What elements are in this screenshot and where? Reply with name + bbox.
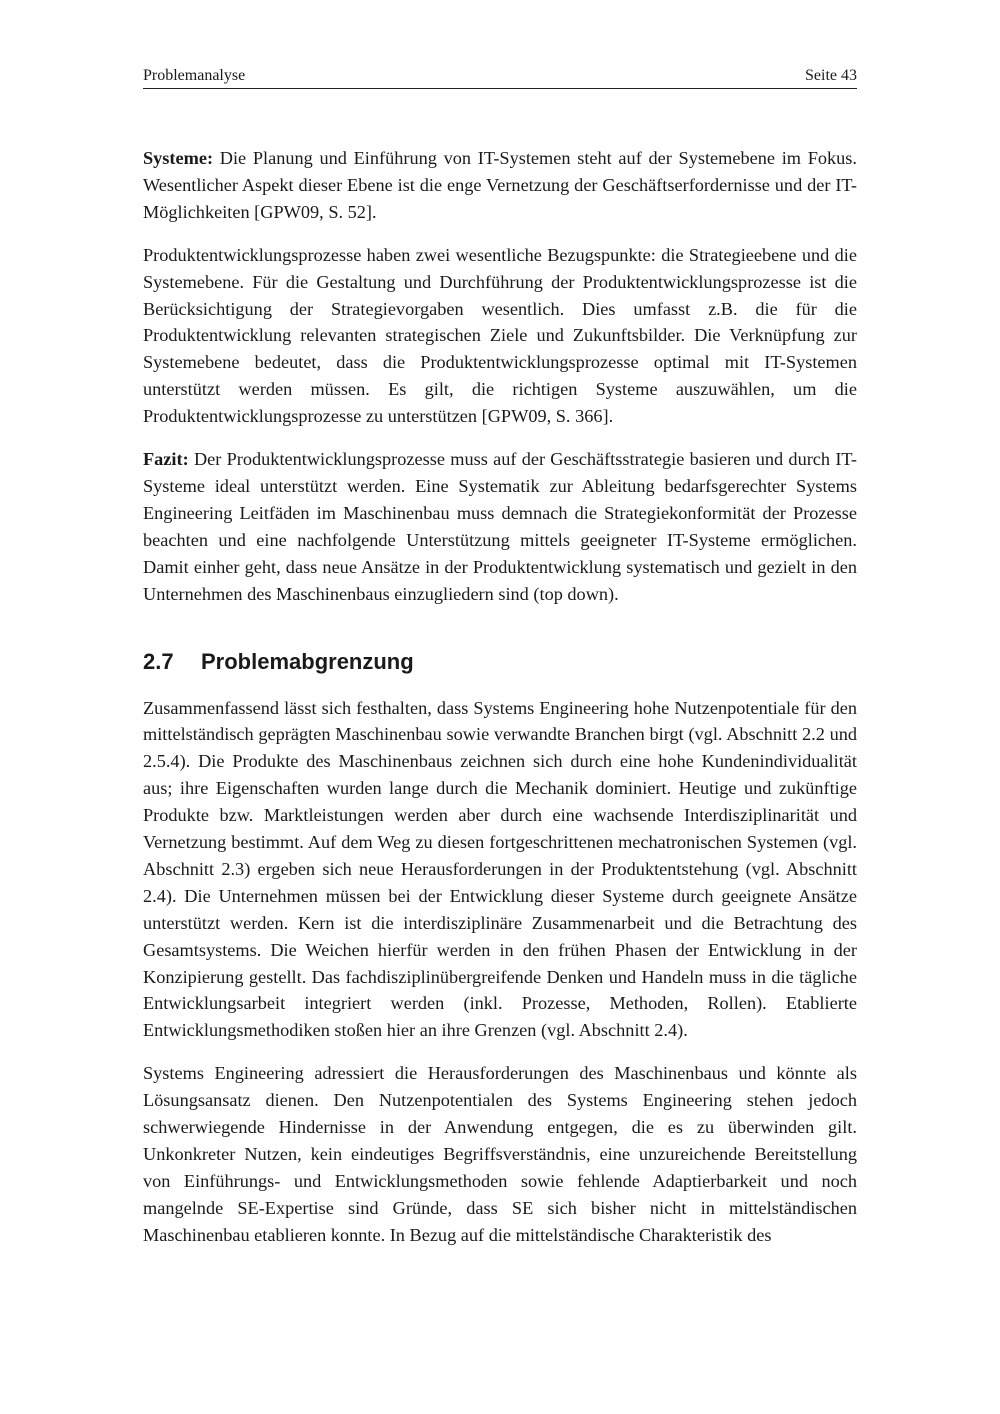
section-heading [143, 648, 857, 676]
paragraph-text: Zusammenfassend lässt sich festhalten, dass Systems Engineering hohe Nutzenpotentiale für den mittelständisch geprägten Maschinenbau sowie verwandte Branchen birgt (vgl. Abschnitt 2.2 und 2.5.4). Die Produkte des Maschinenbaus zeichnen sich durch eine hohe Kundenindividualität aus; ihre Eigenschaften wurden lange durch die Mechanik dominiert. Heutige und zukünftige Produkte bzw. Marktleistungen werden aber durch eine wachsende Interdisziplinarität und Vernetzung bestimmt. Auf dem Weg zu diesen fortgeschrittenen mechatronischen Systemen (vgl. Abschnitt 2.3) ergeben sich neue Herausforderungen in der Produktentstehung (vgl. Abschnitt 2.4). Die Unternehmen müssen bei der Entwicklung dieser Systeme durch geeignete Ansätze unterstützt werden. Kern ist die interdisziplinäre Zusammenarbeit und die Betrachtung des Gesamtsystems. Die Weichen hierfür werden in den frühen Phasen der Entwicklung in der Konzipierung gestellt. Das fachdisziplinübergreifende Denken und Handeln muss in die tägliche Entwicklungsarbeit integriert werden (inkl. Prozesse, Methoden, Rollen). Etablierte Entwicklungsmethodiken stoßen hier an ihre Grenzen (vgl. Abschnitt 2.4). [143, 697, 857, 1041]
section-title: Problemabgrenzung [201, 648, 414, 674]
paragraph-systeme [143, 145, 857, 226]
paragraph-fazit [143, 446, 857, 607]
paragraph-text: Die Planung und Einführung von IT-Systemen steht auf der Systemebene im Fokus. Wesentlicher Aspekt dieser Ebene ist die enge Vernetzung der Geschäftserfordernisse und der IT-Möglichkeiten [GPW09, S. 52]. [143, 148, 857, 222]
paragraph-text: Der Produktentwicklungsprozesse muss auf der Geschäftsstrategie basieren und durch IT-Systeme ideal unterstützt werden. Eine Systematik zur Ableitung bedarfsgerechter Systems Engineering Leitfäden im Maschinenbau muss demnach die Strategiekonformität der Prozesse beachten und eine nachfolgende Unterstützung mittels geeigneter IT-Systeme ermöglichen. Damit einher geht, dass neue Ansätze in der Produktentwicklung systematisch und gezielt in den Unternehmen des Maschinenbaus einzugliedern sind (top down). [143, 449, 857, 604]
header-chapter-title: Problemanalyse [143, 67, 246, 84]
paragraph-zusammenfassung [143, 695, 857, 1045]
paragraph-lead: Fazit: [143, 449, 189, 470]
paragraph-lead: Systeme: [143, 148, 214, 168]
paragraph-text: Systems Engineering adressiert die Herausforderungen des Maschinenbaus und könnte als Lösungsansatz dienen. Den Nutzenpotentialen des Systems Engineering stehen jedoch schwerwiegende Hindernisse in der Anwendung entgegen, die es zu überwinden gilt. Unkonkreter Nutzen, kein eindeutiges Begriffsverständnis, eine unzureichende Bereitstellung von Einführungs- und Entwicklungsmethoden sowie fehlende Adaptierbarkeit und noch mangelnde SE-Expertise sind Gründe, dass SE sich bisher nicht in mittelständischen Maschinenbau etablieren konnte. In Bezug auf die mittelständische Charakteristik des [143, 1063, 857, 1245]
header-page-number: Seite 43 [805, 67, 857, 84]
paragraph-systems-engineering [143, 1060, 857, 1248]
paragraph-text: Produktentwicklungsprozesse haben zwei wesentliche Bezugspunkte: die Strategieebene und die Systemebene. Für die Gestaltung und Durchführung der Produktentwicklungsprozesse ist die Berücksichtigung der Strategievorgaben wesentlich. Dies umfasst z.B. die für die Produktentwicklung relevanten strategischen Ziele und Zukunftsbilder. Die Verknüpfung zur Systemebene bedeutet, dass die Produktentwicklungsprozesse optimal mit IT-Systemen unterstützt werden müssen. Es gilt, die richtigen Systeme auszuwählen, um die Produktentwicklungsprozesse zu unterstützen [GPW09, S. 366]. [143, 244, 857, 427]
section-number: 2.7 [143, 648, 174, 674]
body-text [143, 145, 857, 1265]
paragraph-produktentwicklungsprozesse [143, 242, 857, 430]
running-header [143, 64, 857, 89]
